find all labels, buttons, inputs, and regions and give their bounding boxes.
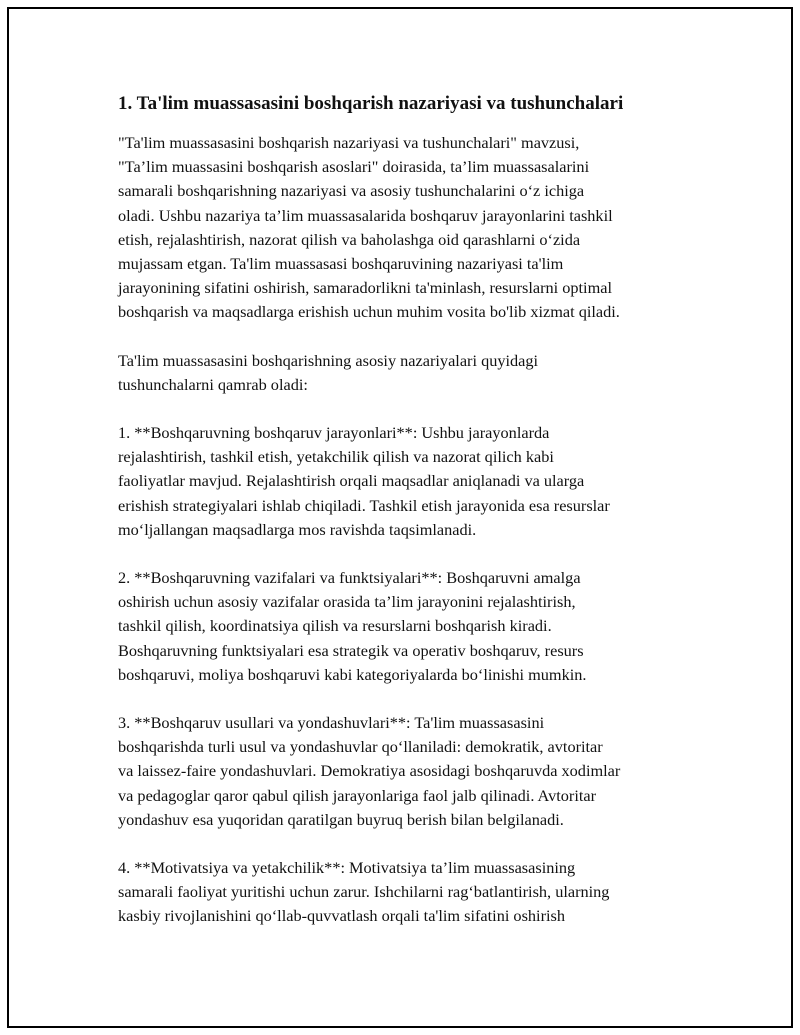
text-line: 1. **Boshqaruvning boshqaruv jarayonlari**: Ushbu jarayonlarda (118, 423, 550, 443)
text-line: boshqarishda turli usul va yondashuvlar qo‘llaniladi: demokratik, avtoritar (118, 737, 603, 757)
text-line: samarali boshqarishning nazariyasi va asosiy tushunchalarini o‘z ichiga (118, 181, 585, 201)
paragraph-item-3 (118, 711, 690, 832)
text-line: "Ta'lim muassasasini boshqarish nazariyasi va tushunchalari" mavzusi, (118, 133, 580, 152)
text-line: Boshqaruvning funktsiyalari esa strategik va operativ boshqaruv, resurs (118, 640, 584, 660)
text-line: yondashuv esa yuqoridan qaratilgan buyruq berish bilan belgilanadi. (118, 809, 564, 829)
text-line: "Ta’lim muassasini boshqarish asoslari" doirasida, ta’lim muassasalarini (118, 157, 590, 177)
text-line: mo‘ljallangan maqsadlarga mos ravishda taqsimlanadi. (118, 519, 477, 539)
text-line: boshqarish va maqsadlarga erishish uchun muhim vosita bo'lib xizmat qiladi. (118, 302, 620, 322)
text-line: rejalashtirish, tashkil etish, yetakchilik qilish va nazorat qilich kabi (118, 447, 554, 467)
text-line: erishish strategiyalari ishlab chiqiladi. Tashkil etish jarayonida esa resurslar (118, 495, 610, 515)
text-line: oshirish uchun asosiy vazifalar orasida ta’lim jarayonini rejalashtirish, (118, 592, 576, 612)
text-line: faoliyatlar mavjud. Rejalashtirish orqali maqsadlar aniqlanadi va ularga (118, 471, 585, 491)
text-line: jarayonining sifatini oshirish, samaradorlikni ta'minlash, resurslarni optimal (118, 278, 612, 298)
text-line: etish, rejalashtirish, nazorat qilish va baholashga oid qarashlarni o‘zida (118, 229, 581, 249)
text-line: 2. **Boshqaruvning vazifalari va funktsiyalari**: Boshqaruvni amalga (118, 568, 581, 588)
paragraph-item-4 (118, 856, 690, 929)
text-line: va pedagoglar qaror qabul qilish jarayonlariga faol jalb qilinadi. Avtoritar (118, 785, 597, 805)
text-line: tushunchalarni qamrab oladi: (118, 374, 308, 394)
text-line: boshqaruvi, moliya boshqaruvi kabi kategoriyalarda bo‘linishi mumkin. (118, 664, 587, 684)
document-title: 1. Ta'lim muassasasini boshqarish nazariyasi va tushunchalari (118, 93, 624, 114)
text-line: samarali faoliyat yuritishi uchun zarur. Ishchilarni rag‘batlantirish, ularning (118, 882, 610, 902)
paragraph-theories-lead (118, 349, 690, 397)
text-line: 4. **Motivatsiya va yetakchilik**: Motivatsiya ta’lim muassasasining (118, 858, 576, 878)
paragraph-intro (118, 131, 690, 325)
text-line: va laissez-faire yondashuvlari. Demokratiya asosidagi boshqaruvda xodimlar (118, 761, 621, 781)
text-line: kasbiy rivojlanishini qo‘llab-quvvatlash orqali ta'lim sifatini oshirish (118, 906, 565, 926)
paragraph-item-2 (118, 566, 690, 687)
text-line: tashkil qilish, koordinatsiya qilish va resurslarni boshqarish kiradi. (118, 616, 552, 636)
text-line: Ta'lim muassasasini boshqarishning asosiy nazariyalari quyidagi (118, 350, 539, 370)
document-body (118, 91, 690, 929)
text-line: mujassam etgan. Ta'lim muassasasi boshqaruvining nazariyasi ta'lim (118, 254, 564, 274)
paragraph-item-1 (118, 421, 690, 542)
text-line: 3. **Boshqaruv usullari va yondashuvlari**: Ta'lim muassasasini (118, 713, 545, 733)
text-line: oladi. Ushbu nazariya ta’lim muassasalarida boshqaruv jarayonlarini tashkil (118, 205, 613, 225)
